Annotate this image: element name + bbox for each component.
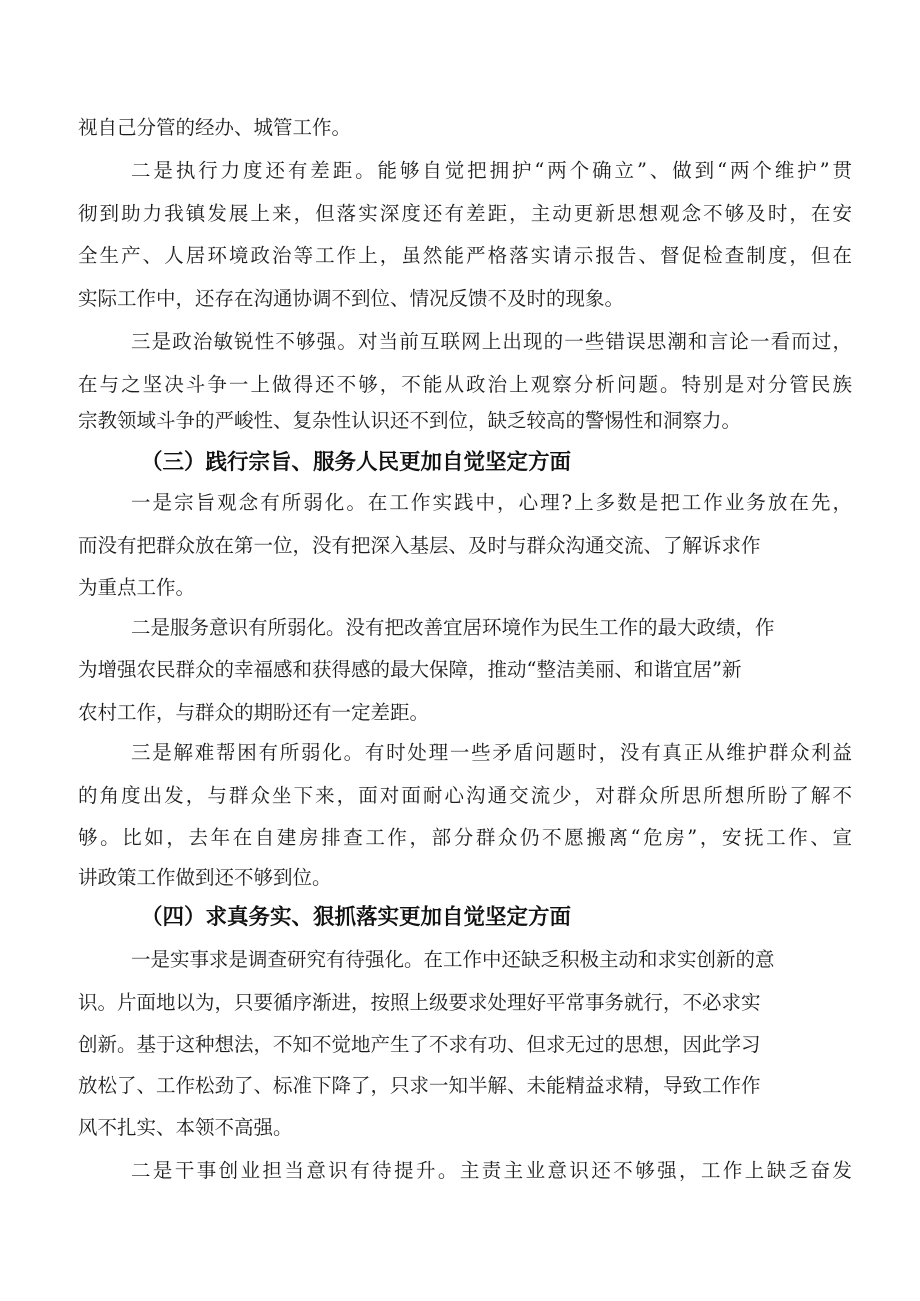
body-text-line: 彻到助力我镇发展上来，但落实深度还有差距，主动更新思想观念不够及时，在安 [78,202,852,225]
body-text-line: 实际工作中，还存在沟通协调不到位、情况反馈不及时的现象。 [78,287,625,310]
body-text-line: 够。比如，去年在自建房排查工作，部分群众仍不愿搬离“危房”，安抚工作、宣 [78,826,852,849]
body-text-line: 创新。基于这种想法，不知不觉地产生了不求有功、但求无过的思想，因此学习 [78,1033,761,1056]
body-text-line: 为重点工作。 [78,576,196,599]
body-text-line: 二是执行力度还有差距。能够自觉把拥护“两个确立”、做到“两个维护”贯 [131,159,852,182]
body-text-line: 一是实事求是调查研究有待强化。在工作中还缺乏积极主动和求实创新的意 [131,948,775,971]
body-text-line: 在与之坚决斗争一上做得还不够，不能从政治上观察分析问题。特别是对分管民族 [78,373,852,396]
body-text-line: 的角度出发，与群众坐下来，面对面耐心沟通交流少，对群众所思所想所盼了解不 [78,784,852,807]
section-heading-four: （四）求真务实、狠抓落实更加自觉坚定方面 [141,905,572,930]
body-text-line: 视自己分管的经办、城管工作。 [78,116,352,139]
body-text-line: 风不扎实、本领不高强。 [78,1116,293,1139]
body-text-line: 农村工作，与群众的期盼还有一定差距。 [78,701,430,724]
body-text-line: 宗教领域斗争的严峻性、复杂性认识还不到位，缺乏较高的警惕性和洞察力。 [78,409,742,432]
body-text-line: 三是解难帮困有所弱化。有时处理一些矛盾问题时，没有真正从维护群众利益 [131,741,852,764]
body-text-line: 二是干事创业担当意识有待提升。主责主业意识还不够强，工作上缺乏奋发 [131,1159,852,1182]
body-text-line: 三是政治敏锐性不够强。对当前互联网上出现的一些错误思潮和言论一看而过， [131,330,852,353]
section-heading-three: （三）践行宗旨、服务人民更加自觉坚定方面 [141,450,572,475]
body-text-line: 全生产、人居环境政治等工作上，虽然能严格落实请示报告、督促检查制度，但在 [78,244,852,267]
body-text-line: 一是宗旨观念有所弱化。在工作实践中，心理?上多数是把工作业务放在先， [131,491,852,514]
body-text-line: 为增强农民群众的幸福感和获得感的最大保障，推动“整洁美丽、和谐宜居”新 [78,658,742,681]
body-text-line: 二是服务意识有所弱化。没有把改善宜居环境作为民生工作的最大政绩，作 [131,616,775,639]
body-text-line: 识。片面地以为，只要循序渐进，按照上级要求处理好平常事务就行，不必求实 [78,991,761,1014]
body-text-line: 放松了、工作松劲了、标准下降了，只求一知半解、未能精益求精，导致工作作 [78,1074,761,1097]
body-text-line: 而没有把群众放在第一位，没有把深入基层、及时与群众沟通交流、了解诉求作 [78,534,761,557]
body-text-line: 讲政策工作做到还不够到位。 [78,866,332,889]
